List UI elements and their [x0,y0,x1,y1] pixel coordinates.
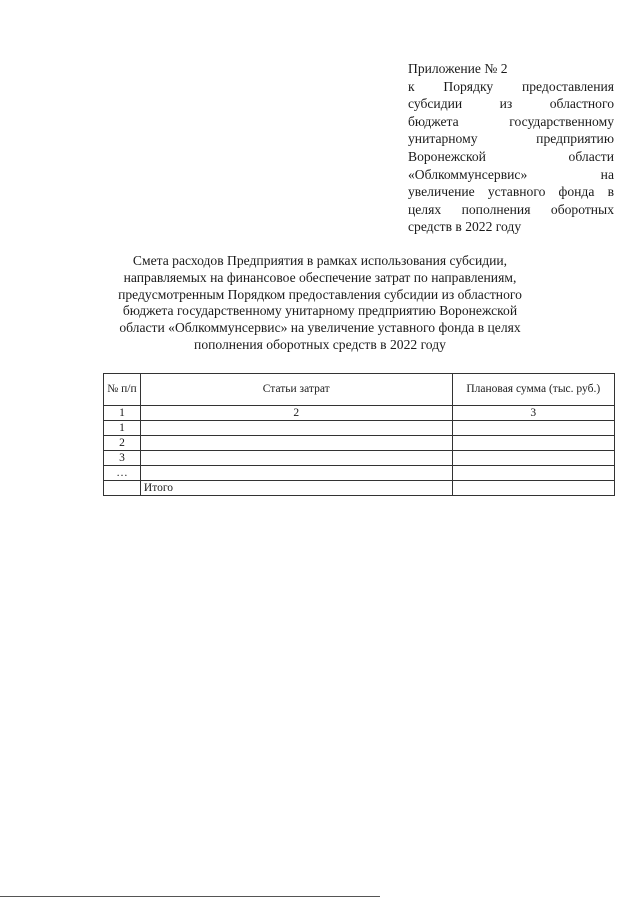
table-cell: 3 [104,451,141,466]
appendix-line: «Облкоммунсервис» на [408,166,614,182]
table-cell [452,436,614,451]
document-title [110,253,530,354]
table-numbering-row [104,406,615,421]
table-cell [104,481,141,496]
table-row [104,466,615,481]
table-row [104,421,615,436]
table-cell [452,421,614,436]
table-cell [140,466,452,481]
table-cell: 1 [104,421,141,436]
cost-estimate-table [103,373,615,496]
table-cell [452,481,614,496]
table-header-row [104,374,615,406]
title-line: предусмотренным Порядком предоставления субсидии из областного [118,286,522,302]
table-cell: 2 [104,436,141,451]
table-cell [140,451,452,466]
header-planned-amount: Плановая сумма (тыс. руб.) [452,374,614,406]
header-cost-items: Статьи затрат [140,374,452,406]
table-cell [452,466,614,481]
title-line: направляемых на финансовое обеспечение затрат по направлениям, [123,269,517,285]
title-line: пополнения оборотных средств в 2022 году [194,336,446,352]
title-line: бюджета государственному унитарному предприятию Воронежской [122,303,518,319]
table-cell [140,421,452,436]
table-cell: … [104,466,141,481]
table-cell: 2 [140,406,452,421]
title-line: Смета расходов Предприятия в рамках использования субсидии, [132,253,508,268]
appendix-line: к Порядку предоставления [408,78,614,94]
table-cell: 3 [452,406,614,421]
appendix-line: целях пополнения оборотных [408,201,614,217]
appendix-block [408,60,614,236]
appendix-line: увеличение уставного фонда в [408,184,614,200]
table-cell [140,436,452,451]
appendix-line: бюджета государственному [408,113,614,129]
appendix-line: Воронежской области [408,148,614,164]
appendix-line: субсидии из областного [408,96,614,112]
table-row [104,451,615,466]
table-cell [452,451,614,466]
table-cell: 1 [104,406,141,421]
header-number: № п/п [104,374,141,406]
scan-edge-line [0,896,380,897]
total-label: Итого [140,481,452,496]
appendix-line: средств в 2022 году [408,219,522,235]
appendix-line: унитарному предприятию [408,131,614,147]
title-line: области «Облкоммунсервис» на увеличение уставного фонда в целях [119,320,521,336]
appendix-line: Приложение № 2 [408,61,508,76]
table-total-row [104,481,615,496]
table-row [104,436,615,451]
